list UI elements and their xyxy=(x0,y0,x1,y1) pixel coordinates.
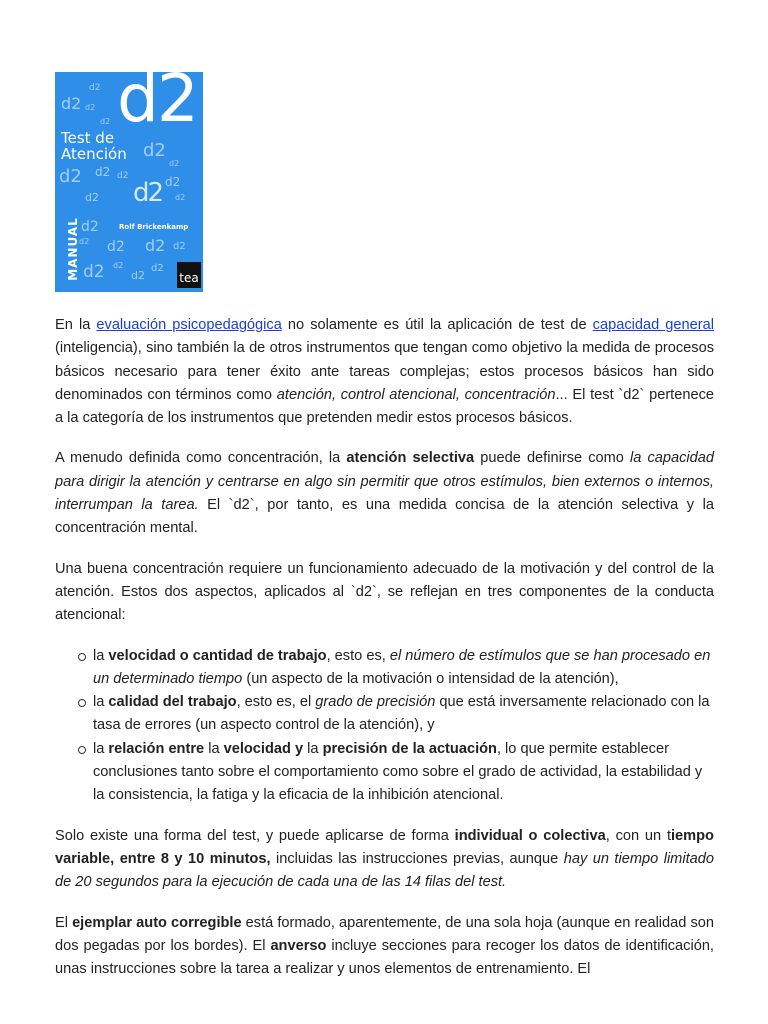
cover-pattern-text: d2 xyxy=(85,191,99,204)
list-item: la calidad del trabajo, esto es, el grado de precisión que está inversamente relacionado con la tasa de errores (un aspecto control de la atención), y xyxy=(93,691,714,738)
paragraph-forma-test: Solo existe una forma del test, y puede aplicarse de forma individual o colectiva, con un tiempo variable, entre 8 y 10 minutos, incluidas las instrucciones previas, aunque hay un tiempo limitado de 20 segundos para la ejecución de cada una de las 14 filas del test. xyxy=(55,827,714,891)
cover-pattern-text: d2 xyxy=(100,117,111,126)
cover-pattern-text: d2 xyxy=(131,269,145,282)
paragraph-atencion-selectiva: A menudo definida como concentración, la atención selectiva puede definirse como la capacidad para dirigir la atención y centrarse en algo sin permitir que otros estímulos, bien externos o internos, interrumpan la tarea. El `d2`, por tanto, es una medida concisa de la atención selectiva y la concentración mental. xyxy=(55,450,714,537)
book-cover-image[interactable] xyxy=(55,72,203,292)
cover-pattern-text: d2 xyxy=(61,94,82,113)
cover-pattern-text: d2 xyxy=(175,193,186,202)
link-capacidad-general[interactable]: capacidad general xyxy=(592,317,714,333)
cover-author: Rolf Brickenkamp xyxy=(119,223,189,231)
components-list xyxy=(55,645,714,808)
cover-pattern-text: d2 xyxy=(133,178,163,208)
cover-pattern-text: d2 xyxy=(143,140,166,161)
cover-pattern-text: d2 xyxy=(107,239,125,255)
cover-pattern-text: d2 xyxy=(95,165,111,179)
cover-pattern-text: d2 xyxy=(151,263,164,274)
link-evaluacion-psicopedagogica[interactable]: evaluación psicopedagógica xyxy=(96,317,282,333)
list-item: la relación entre la velocidad y la precisión de la actuación, lo que permite establecer conclusiones tanto sobre el comportamiento como sobre el grado de actividad, la estabilidad y la consistencia, la fatiga y la eficacia de la inhibición atencional. xyxy=(93,738,714,808)
cover-pattern-text: d2 xyxy=(79,237,90,246)
cover-pattern-text: d2 xyxy=(145,236,166,255)
paragraph-intro: En la evaluación psicopedagógica no solamente es útil la aplicación de test de capacidad general (inteligencia), sino también la de otros instrumentos que tengan como objetivo la medida de procesos básicos necesario para tener éxito ante tareas complejas; estos procesos básicos han sido denominados con términos como atención, control atencional, concentración... El test `d2` pertenece a la categoría de los instrumentos que pretenden medir estos procesos básicos. xyxy=(55,317,714,427)
cover-pattern-text: d2 xyxy=(59,166,82,187)
cover-pattern-text: d2 xyxy=(173,241,186,252)
cover-pattern-text: d2 xyxy=(169,159,180,168)
cover-pattern-text: d2 xyxy=(113,261,124,270)
cover-big-title: d2 xyxy=(117,72,197,137)
list-item: la velocidad o cantidad de trabajo, esto es, el número de estímulos que se han procesado en un determinado tiempo (un aspecto de la motivación o intensidad de la atención), xyxy=(93,645,714,692)
publisher-logo: tea xyxy=(177,262,201,288)
cover-pattern-text: d2 xyxy=(81,219,99,235)
paragraph-componentes: Una buena concentración requiere un funcionamiento adecuado de la motivación y del control de la atención. Estos dos aspectos, aplicados al `d2`, se reflejan en tres componentes de la conducta atencional: xyxy=(55,560,714,624)
cover-pattern-text: d2 xyxy=(117,171,129,181)
cover-pattern-text: d2 xyxy=(85,103,96,112)
cover-pattern-text: d2 xyxy=(83,262,105,282)
cover-pattern-text: d2 xyxy=(89,83,101,93)
article xyxy=(55,72,714,998)
paragraph-ejemplar: El ejemplar auto corregible está formado, aparentemente, de una sola hoja (aunque en realidad son dos pegadas por los bordes). El anverso incluye secciones para recoger los datos de identificación, unas instrucciones sobre la tarea a realizar y unos elementos de entrenamiento. El xyxy=(55,914,715,978)
cover-series-label: MANUAL xyxy=(65,217,80,281)
cover-title: Test de Atención xyxy=(61,129,127,163)
cover-pattern-text: d2 xyxy=(165,175,181,189)
